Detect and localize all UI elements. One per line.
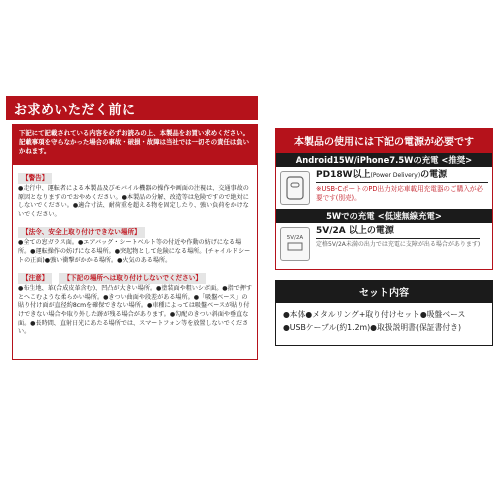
intro-text: 下記にて記載されている内容を必ずお読みの上、本製品をお買い求めください。記載事項を守らなかった場合の事故・破損・故障は当社では一切その責任は負いかねます。 [13, 125, 257, 165]
left-section-title: お求めいただく前に [6, 96, 258, 120]
power-box [275, 152, 493, 270]
caution-subtag: 【下記の場所へは取り付けしないでください】 [59, 273, 205, 284]
pd-head-small: (Power Delivery) [370, 172, 421, 179]
pd-head-main: PD18W以上 [316, 170, 371, 180]
set-contents-box [275, 302, 493, 346]
warning-text: ●走行中、運転者による本製品及びモバイル機器の操作や画面の注視は、交通事故の原因となりますのでおやめください。●本製品の分解、改造等は危険ですので絶対にしないでください。●適合寸法、耐荷重を超える物を固定したり、強い負荷をかけないでください。 [18, 185, 249, 218]
set-line-1: ●本体●メタルリング+取り付けセット●吸盤ベース [283, 310, 466, 319]
slow-charge-bar: 5Wでの充電 <低速無線充電> [276, 209, 492, 223]
usb-heading: 5V/2A 以上の電源 [316, 227, 480, 239]
usb-c-plug-icon [280, 171, 310, 205]
pd-head-tail: の電源 [420, 170, 448, 180]
caution-text: ●布生地、革(合成皮革含む)、凹凸が大きい場所。●塗装面や粗いシボ面。●指で押すとへこむような柔らかい場所。●きつい曲面や段差がある場所。●「吸盤ベース」の貼り付け面が直径約8cmを確保できない場所。●車種によっては吸盤ベースが貼り付けできない場合や取り外した跡が残る場合があります。●勾配のきつい斜面や垂直な面。●長時間、直射日光にあたる場所では、スマートフォン等を放置しないでください。 [18, 285, 252, 336]
usb-note: 定格5V/2A未満の出力では充電に支障が出る場合があります) [316, 240, 481, 248]
set-line-2: ●USBケーブル(約1.2m)●取扱説明書(保証書付き) [283, 323, 462, 332]
power-section-title: 本製品の使用には下記の電源が必要です [275, 128, 493, 152]
caution-tag: 【注意】 [18, 273, 52, 284]
usb-a-plug-icon [280, 227, 310, 261]
set-section-title: セット内容 [275, 280, 493, 302]
pd-heading [316, 171, 488, 183]
precautions-box [12, 124, 258, 360]
usb-plug-label: 5V/2A [286, 235, 304, 241]
warning-tag: 【警告】 [18, 173, 52, 184]
law-text: ●全ての窓ガラス面。●エアバッグ・シートベルト等の付近や作動の妨げになる場所。●運転操作の妨げになる場所。●突起物として危険になる場所。(チャイルドシートの正面)●強い衝撃がかかる場所。●火気のある場所。 [18, 239, 251, 264]
usb-row [276, 223, 492, 265]
recommended-charge-bar: Android15W/iPhone7.5Wの充電 <推奨> [276, 153, 492, 167]
pd-note: ※USB-CポートのPD出力対応車載用充電器のご購入が必要です(別売)。 [316, 184, 483, 202]
pd-row [276, 167, 492, 209]
law-tag: 【法令、安全上取り付けできない場所】 [18, 227, 145, 238]
